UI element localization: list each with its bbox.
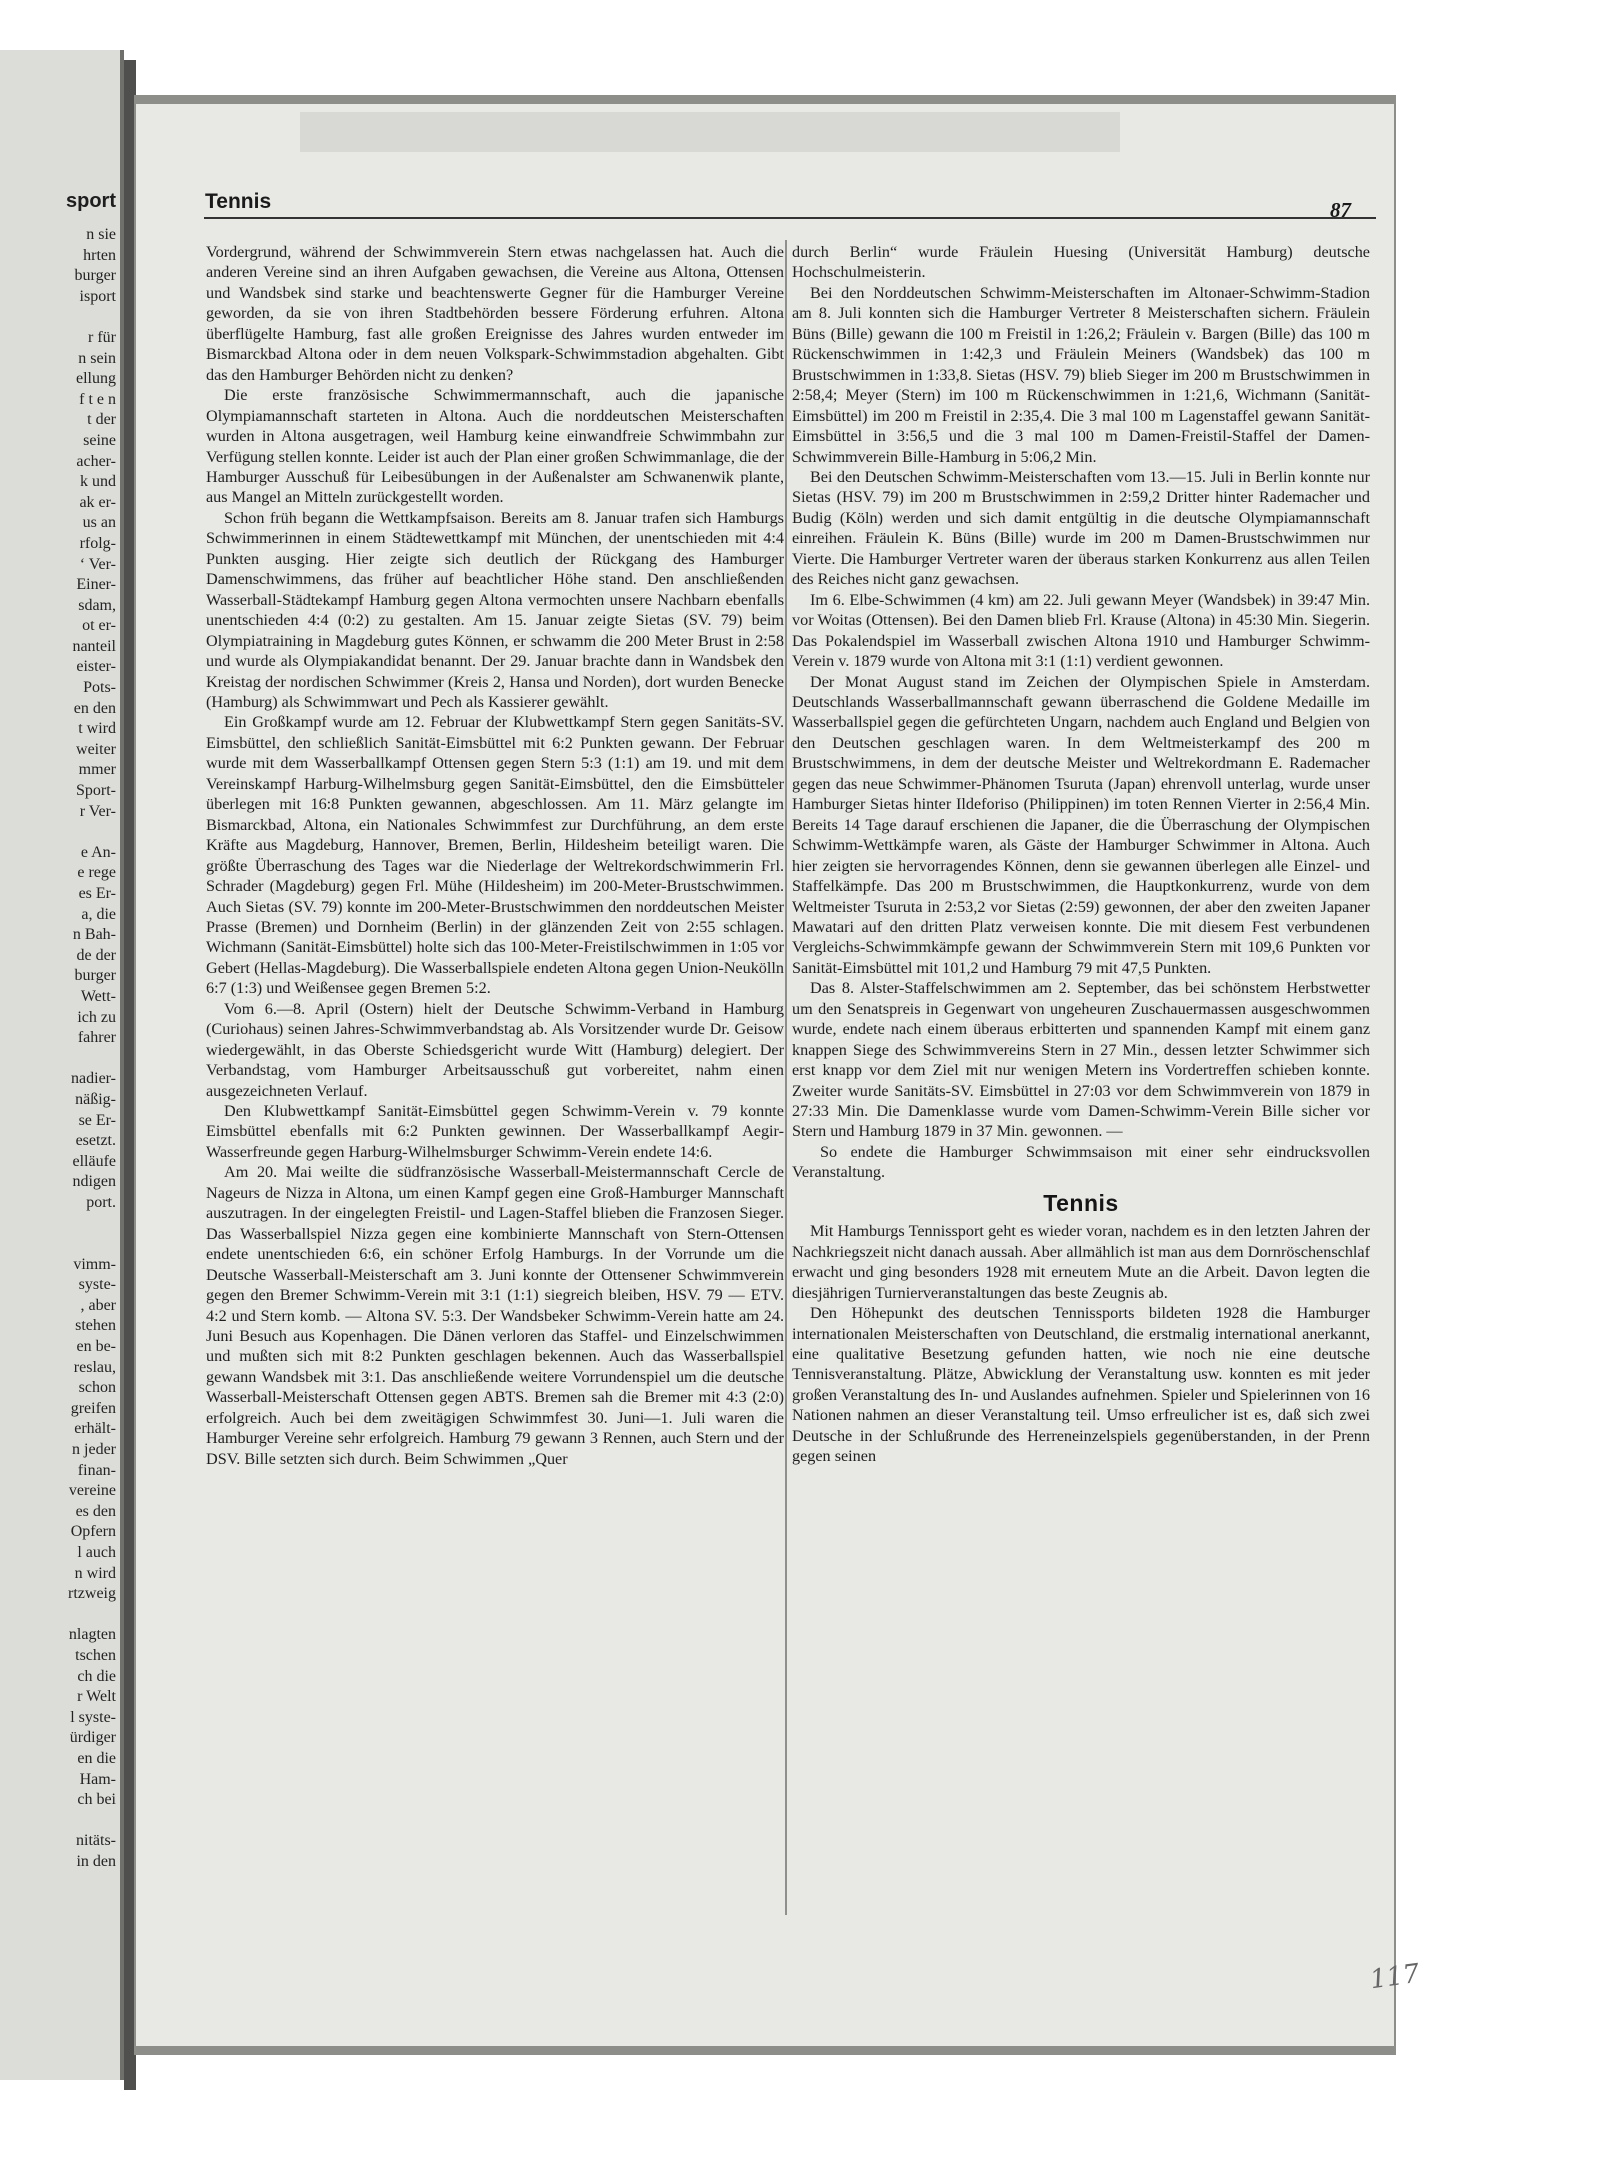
adjacent-page-line: nitäts- [76,1832,116,1850]
adjacent-page-line: greifen [70,1399,116,1417]
paragraph: Im 6. Elbe-Schwimmen (4 km) am 22. Juli gewann Meyer (Wandsbek) in 39:47 Min. vor Woitas (Ottensen). Bei den Damen blieb Frl. Krause (Altona) in 45:30 Min. Siegerin. Das Pokalendspiel im Wasserball zwischen Altona 1910 und Hamburger Schwimm-Verein v. 1879 wurde von Altona mit 3:1 (1:1) verdient gewonnen. [792,590,1370,671]
adjacent-page-line: es Er- [78,885,116,902]
adjacent-page-line: seine [83,431,116,449]
adjacent-page-line: acher- [76,452,116,470]
adjacent-page-line: Ham- [79,1770,116,1788]
adjacent-page-lines [0,225,120,1873]
adjacent-page-line: weiter [76,740,116,758]
adjacent-page-line: es den [75,1502,116,1520]
adjacent-page-line [0,1049,120,1070]
adjacent-page-line: , aber [80,1296,116,1314]
adjacent-page-line: vereine [68,1482,116,1500]
adjacent-page-line: esetzt. [75,1132,116,1150]
paragraph: Ein Großkampf wurde am 12. Februar der Klubwettkampf Stern gegen Sanitäts-SV. Eimsbüttel, den schließlich Sanität-Eimsbüttel mit 6:2 Punkten gewann. Der Februar wurde mit dem Wasserballkampf Ottensen gegen Stern 5:3 (1:1) am 19. und mit dem Vereinskampf Harburg-Wilhelmsburg gegen Sanität-Eimsbüttel, den die Eimsbütteler überlegen mit 16:8 Punkten gewannen, abgeschlossen. Am 11. März gelangte im Bismarckbad, Altona, ein Nationales Schwimmfest zur Durchführung, an dem erste Kräfte aus Magdeburg, Hannover, Bremen, Berlin, Hildesheim beteiligt waren. Die größte Überraschung des Tages war die Niederlage der Weltrekordschwimmerin Frl. Schrader (Magdeburg) gegen Frl. Mühe (Hildesheim) im 200-Meter-Brustschwimmen. Auch Sietas (SV. 79) konnte im 200-Meter-Brustschwimmen den norddeutschen Meister Prasse (Bremen) und Dornheim (Berlin) in der glänzenden Zeit von 2:55 schlagen. Wichmann (Sanität-Eimsbüttel) holte sich das 100-Meter-Freistilschwimmen in 1:05 vor Gebert (Hellas-Magdeburg). Die Wasserballspiele endeten Altona gegen Union-Neukölln 6:7 (1:3) und Weißensee gegen Bremen 5:2. [206,713,784,998]
left-column [206,242,784,1469]
adjacent-page-line [0,307,120,328]
adjacent-page-line: n jeder [72,1441,116,1459]
adjacent-page-line: mmer [78,761,116,779]
adjacent-page-line: r für [88,328,116,346]
adjacent-page-line: n wird [74,1564,116,1582]
adjacent-page-line: rtzweig [68,1585,116,1603]
adjacent-page-line: vimm- [73,1255,116,1273]
adjacent-page-line: nadier- [71,1070,116,1088]
right-column [792,242,1370,1467]
adjacent-page-line: a, die [81,905,116,923]
adjacent-page-line: finan- [77,1461,116,1479]
adjacent-page-line: in den [76,1852,116,1870]
paragraph: Vom 6.—8. April (Ostern) hielt der Deutsche Schwimm-Verband in Hamburg (Curiohaus) seinen Jahres-Schwimmverbandstag ab. Als Vorsitzender wurde Dr. Geisow wiedergewählt, in das Oberste Schiedsgericht wurde Witt (Hamburg) delegiert. Der Verbandstag, vom Hamburger Arbeitsausschuß gut vorbereitet, nahm einen ausgezeichneten Verlauf. [206,999,784,1100]
adjacent-page-line: Sport- [76,782,116,800]
page-header-title: Tennis [205,190,272,213]
adjacent-page-line: port. [86,1193,116,1211]
adjacent-page-line: isport [79,287,116,305]
paragraph: Das 8. Alster-Staffelschwimmen am 2. September, das bei schönstem Herbstwetter um den Senatspreis in Gegenwart von ungeheuren Zuschauermassen ausgeschwommen wurde, endete nach einem überaus erbitterten und spannenden Kampf mit einem ganz knappen Siege des Schwimmvereins Stern in 27 Min., dessen letzter Schwimmer sich erst knapp vor dem Ziel mit nur wenigen Metern ins Vordertreffen schieben konnte. Zweiter wurde Sanitäts-SV. Eimsbüttel in 27:03 vor dem Schwimmverein von 1879 in 27:33 Min. Die Damenklasse wurde vom Damen-Schwimm-Verein Bille sicher vor Stern und Hamburg 1879 in 37 Min. gewonnen. — [792,979,1370,1141]
adjacent-page-line: ellung [76,370,116,388]
adjacent-page-line: Einer- [76,576,116,594]
adjacent-page-line: e An- [80,843,116,861]
paragraph: Bei den Norddeutschen Schwimm-Meisterschaften im Altonaer-Schwimm-Stadion am 8. Juli konnten sich die Hamburger Vertreter 8 Meisterschaften sichern. Fräulein Büns (Bille) gewann die 100 m Freistil in 1:26,2; Fräulein v. Bargen (Bille) das 100 m Rückenschwimmen in 1:42,3 und Fräulein Meiners (Wandsbek) das 100 m Brustschwimmen in 1:33,8. Sietas (HSV. 79) blieb Sieger im 200 m Brustschwimmen in 2:58,4; Meyer (Stern) im 100 m Rückenschwimmen in 1:21,6, Wichmann (Sanität-Eimsbüttel) im 200 m Freistil in 2:35,4. Die 3 mal 100 m Lagenstaffel gewann Sanität-Eimsbüttel in 3:56,5 und die 3 mal 100 m Damen-Freistil-Staffel der Damen-Schwimmverein Bille-Hamburg in 5:06,2 Min. [792,283,1370,466]
adjacent-page-line: se Er- [78,1111,116,1129]
adjacent-page-line: us an [82,514,116,532]
adjacent-page-line: ch die [77,1667,116,1685]
adjacent-page-line: Opfern [70,1523,116,1541]
adjacent-page-line: nlagten [68,1626,116,1644]
page-number: 87 [1330,198,1351,222]
adjacent-page-line: ürdiger [69,1729,116,1747]
paragraph: Bei den Deutschen Schwimm-Meisterschaften vom 13.—15. Juli in Berlin konnte nur Sietas (HSV. 79) im 200 m Brustschwimmen in 2:59,2 Dritter hinter Rademacher und Budig (Köln) werden und sich damit entgültig in die deutsche Olympiamannschaft einreihen. Fräulein K. Büns (Bille) wurde im 200 m Damen-Brustschwimmen nur Vierte. Die Hamburger Vertreter waren der überaus starken Konkurrenz aus allen Teilen des Reiches nicht ganz gewachsen. [792,467,1370,589]
adjacent-page-strip [0,50,120,2080]
adjacent-page-line [0,1234,120,1255]
paragraph: Den Klubwettkampf Sanität-Eimsbüttel gegen Schwimm-Verein v. 79 konnte Eimsbüttel ebenfalls mit 6:2 Punkten gewinnen. Der Wasserballkampf Aegir-Wasserfreunde gegen Harburg-Wilhelmsburger Schwimm-Verein endete 14:6. [206,1102,784,1161]
adjacent-page-line: ak er- [79,493,116,511]
paragraph: Den Höhepunkt des deutschen Tennissports bildeten 1928 die Hamburger internationalen Meisterschaften von Deutschland, die erstmalig international anerkannt, eine qualitative Besetzung gefunden hatten, wie noch nie eine deutsche Tennisveranstaltung. Plätze, Abwicklung der Veranstaltung usw. konnten es mit jeder großen Veranstaltung des In- und Auslandes aufnehmen. Spieler und Spielerinnen von 16 Nationen nahmen an dieser Veranstaltung teil. Umso erfreulicher ist es, daß sich zwei Deutsche in der Schlußrunde des Herreneinzelspiels gegenüberstanden, in der Prenn gegen seinen [792,1304,1370,1466]
adjacent-page-line: n Bah- [72,926,116,944]
adjacent-page-line: en be- [76,1338,116,1356]
section-heading-tennis: Tennis [1043,1189,1119,1216]
adjacent-page-line [0,1811,120,1832]
adjacent-page-line: fahrer [77,1029,116,1047]
adjacent-page-line: n sie [86,226,116,243]
paragraph: Die erste französische Schwimmermannschaft, auch die japanische Olympiamannschaft starteten in Altona. Auch die norddeutschen Meisterschaften wurden in Altona ausgetragen, weil Hamburg keine einwandfreie Schwimmbahn zur Verfügung stellen konnte. Leider ist auch der Plan einer großen Schwimmanlage, die der Hamburger Ausschuß für Leibesübungen in der Außenalster am Schwanenwik plante, aus Mangel an Mitteln zurückgestellt worden. [206,386,784,507]
paragraph: Schon früh begann die Wettkampfsaison. Bereits am 8. Januar trafen sich Hamburgs Schwimmerinnen in einem Städtewettkampf mit München, der unentschieden mit 4:4 Punkten ausging. Hier zeigte sich deutlich der Rückgang des Hamburger Damenschwimmens, das früher auf beachtlicher Höhe stand. Den anschließenden Wasserball-Städtekampf Hamburg gegen Altona vermochten unsere Nachbarn ebenfalls unentschieden 4:4 (0:2) zu gestalten. Am 15. Januar zeigte Sietas (SV. 79) beim Olympiatraining in Magdeburg gutes Können, er schwamm die 200 Meter Brust in 2:58 und wurde als Olympiakandidat benannt. Der 29. Januar brachte dann in Wandsbek den Kreistag der nordischen Schwimmer (Kreis 2, Hansa und Norden), dort wurden Benecke (Hamburg) als Schwimmwart und Pech als Kassierer gewählt. [206,508,784,711]
adjacent-page-line: r Ver- [79,802,116,820]
adjacent-page-line: t der [87,411,116,429]
adjacent-page-line: l syste- [70,1708,116,1726]
adjacent-page-line: syste- [78,1276,116,1294]
adjacent-page-line: stehen [75,1317,116,1335]
paragraph: Mit Hamburgs Tennissport geht es wieder voran, nachdem es in den letzten Jahren der Nachkriegszeit nicht danach aussah. Aber allmählich ist man aus dem Dornröschenschlaf erwacht und ging besonders 1928 mit erneutem Mute an die Arbeit. Davon legten die diesjährigen Turnierveranstaltungen das beste Zeugnis ab. [792,1222,1370,1302]
adjacent-page-line: schon [78,1379,116,1397]
paragraph: Der Monat August stand im Zeichen der Olympischen Spiele in Amsterdam. Deutschlands Wasserballmannschaft gewann überraschend die Goldene Medaille im Wasserballspiel gegen die gefürchteten Ungarn, nachdem auch England und Belgien von den Deutschen geschlagen waren. In dem Weltmeisterkampf des 200 m Brustschwimmens, in dem der deutsche Meister und Weltrekordmann E. Rademacher gegen das neue Schwimmer-Phänomen Tsuruta (Japan) ehrenvoll unterlag, wurde unser Hamburger Sietas hinter Ildeforiso (Philippinen) im toten Rennen Vierter in 2:56,4 Min. Bereits 14 Tage darauf erschienen die Japaner, die die Überraschung der Olympischen Schwimm-Wettkämpfe waren, als Gäste der Hamburger Schwimmer in Altona. Auch hier zeigten sie hervorragendes Können, denn sie gewannen überlegen alle Einzel- und Staffelkämpfe. Das 200 m Brustschwimmen, die Hauptkonkurrenz, wurde von dem Weltmeister Tsuruta in 2:53,2 vor Sietas (2:59) gewonnen, der aber den zweiten Japaner Mawatari auf den dritten Platz verweisen konnte. Die mit diesem Fest verbundenen Vergleichs-Schwimmkämpfe gewann der Schwimmverein Stern mit 109,6 Punkten vor Sanität-Eimsbüttel mit 101,2 und Hamburg 79 mit 47,5 Punkten. [792,672,1370,977]
adjacent-page-line: erhält- [74,1420,116,1438]
adjacent-page-line: en den [73,699,116,717]
adjacent-page-line: burger [74,967,116,985]
adjacent-page-line: elläufe [72,1152,116,1170]
adjacent-page-line: ich zu [77,1008,116,1026]
adjacent-page-line [0,1605,120,1626]
closing-paragraph: So endete die Hamburger Schwimmsaison mit einer sehr eindrucksvollen Veranstaltung. [792,1142,1370,1182]
adjacent-page-line [0,1214,120,1235]
adjacent-page-line: ch bei [77,1791,116,1809]
adjacent-page-line: r Welt [77,1688,116,1706]
adjacent-page-line: sdam, [78,596,116,614]
adjacent-page-line: eister- [76,658,116,676]
adjacent-page-line [0,822,120,843]
adjacent-page-line: en die [77,1749,116,1767]
adjacent-page-line: reslau, [73,1358,116,1376]
adjacent-page-line: k und [80,473,116,491]
adjacent-page-line: näßig- [75,1090,116,1108]
adjacent-page-line: e rege [77,864,116,882]
adjacent-page-line: tschen [75,1646,116,1664]
adjacent-page-line: hrten [83,246,116,264]
paragraph: Am 20. Mai weilte die südfranzösische Wasserball-Meistermannschaft Cercle de Nageurs de Nizza in Altona, um einen Kampf gegen eine Groß-Hamburger Mannschaft auszutragen. In der eingelegten Freistil- und Lagen-Staffel blieben die Franzosen Sieger. Das Wasserballspiel Nizza gegen eine kombinierte Mannschaft von Stern-Ottensen endete unentschieden 6:6, ein schöner Erfolg Hamburgs. In der Vorrunde um die Deutsche Wasserball-Meisterschaft am 3. Juni konnte der Ottensener Schwimmverein gegen den Bremer Schwimm-Verein mit 3:1 (1:1) siegreich bleiben, HSV. 79 — ETV. 4:2 und Stern komb. — Altona SV. 5:3. Der Wandsbeker Schwimm-Verein hatte am 24. Juni Besuch aus Kopenhagen. Die Dänen verloren das Staffel- und Einzelschwimmen und mußten sich mit 8:2 Punkten geschlagen bekennen. Auch das Wasserballspiel gewann Wandsbek mit 3:1. Das anschließende weitere Vorrundenspiel um die deutsche Wasserball-Meisterschaft Ottensen gegen ABTS. Bremen sah die Bremer mit 4:3 (2:0) erfolgreich. Auch bei dem zweitägigen Schwimmfest 30. Juni—1. Juli waren die Hamburger Vereine sehr erfolgreich. Hamburg 79 gewann 3 Rennen, auch Stern und der DSV. Bille setzten sich durch. Beim Schwimmen „Quer [206,1163,784,1468]
adjacent-page-line: l auch [77,1544,116,1561]
adjacent-page-line: t wird [78,720,116,738]
adjacent-page-line: ‘ Ver- [79,555,116,573]
adjacent-page-line: ndigen [72,1173,116,1191]
adjacent-page-line: n sein [78,349,116,367]
adjacent-page-line: f t e n [79,390,116,408]
handwritten-note: 117 [1368,1958,1422,1996]
adjacent-page-line: de der [76,946,116,964]
adjacent-page-line: ot er- [82,617,116,635]
adjacent-page-line: Wett- [80,987,116,1005]
paragraph: durch Berlin“ wurde Fräulein Huesing (Universität Hamburg) deutsche Hochschulmeisterin. [792,243,1370,282]
adjacent-page-line: Pots- [83,679,116,697]
adjacent-page-line: nanteil [72,637,116,655]
paragraph: Vordergrund, während der Schwimmverein Stern etwas nachgelassen hat. Auch die anderen Vereine sind an ihren Aufgaben gewachsen, die Vereine aus Altona, Ottensen und Wandsbek sind starke und beachtenswerte Gegner für die Hamburger Vereine geworden, da sie von ihren Stadtbehörden bessere Förderung erfuhren. Altona überflügelte Hamburg, fast alle großen Ereignisse des Jahres wurden entweder im Bismarckbad Altona oder in dem neuen Volkspark-Schwimmstadion abgehalten. Gibt das den Hamburger Behörden nicht zu denken? [206,243,784,384]
adjacent-page-line: rfolg- [79,534,116,552]
adjacent-page-heading: sport [66,190,116,212]
adjacent-page-line: burger [74,267,116,285]
